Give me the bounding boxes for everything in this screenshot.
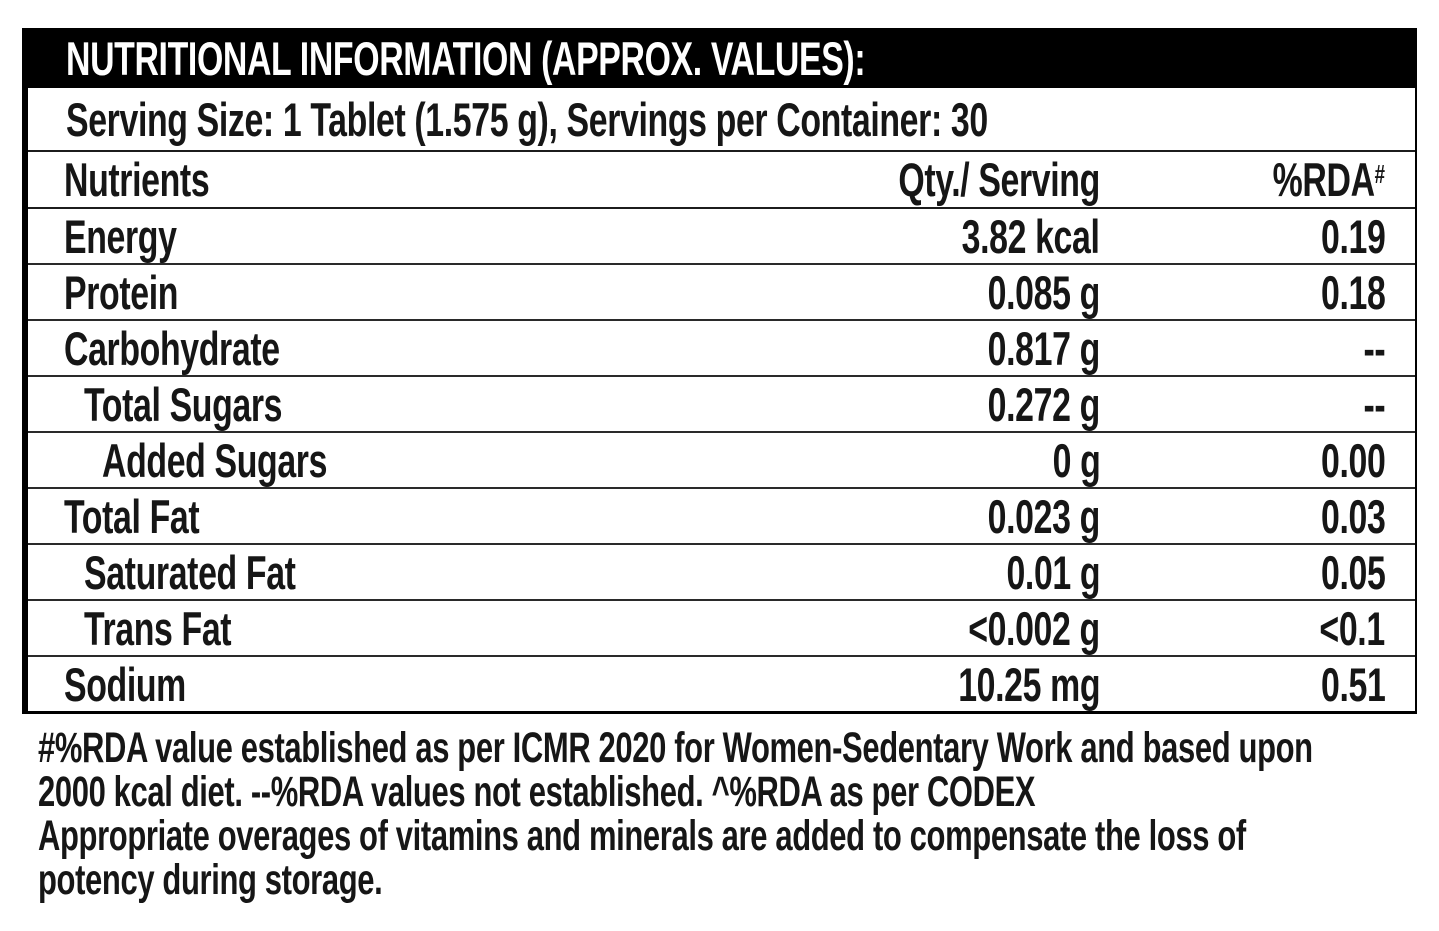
column-header-nutrients-text: Nutrients: [64, 153, 210, 206]
nutrient-rda: [1100, 545, 1415, 600]
nutrient-name: [28, 265, 640, 320]
nutrient-qty: [640, 377, 1100, 432]
nutrient-rda-text: 0.05: [1320, 545, 1385, 599]
nutrient-row-sodium: [28, 657, 1415, 711]
column-header-row: [28, 152, 1415, 209]
nutrient-qty-text: 0.085 g: [987, 265, 1100, 319]
nutrient-row-saturated-fat: [28, 545, 1415, 601]
nutrient-qty-text: 3.82 kcal: [962, 209, 1100, 263]
nutrient-name: [28, 377, 640, 432]
nutrient-rda: [1100, 433, 1415, 488]
nutrient-row-total-sugars: [28, 377, 1415, 433]
nutrient-qty: [640, 657, 1100, 712]
nutrient-qty: [640, 209, 1100, 264]
nutrient-rda-text: 0.51: [1320, 657, 1385, 711]
column-header-qty: [640, 152, 1100, 207]
nutrition-label: [22, 28, 1417, 714]
footnotes-block: [38, 726, 1439, 902]
nutrient-name-text: Total Sugars: [84, 377, 283, 431]
nutrient-qty: [640, 545, 1100, 600]
nutrient-qty-text: 0.01 g: [1006, 545, 1100, 599]
nutrient-name-text: Sodium: [64, 657, 186, 711]
nutrient-row-total-fat: [28, 489, 1415, 545]
nutrient-qty-text: 0 g: [1052, 433, 1100, 487]
nutrient-row-carbohydrate: [28, 321, 1415, 377]
nutrient-name-text: Carbohydrate: [64, 321, 280, 375]
nutrient-rda: [1100, 601, 1415, 656]
nutrient-qty-text: 0.817 g: [987, 321, 1100, 375]
footnote-line: [38, 726, 1439, 770]
nutrient-name: [28, 433, 640, 488]
nutrient-qty: [640, 601, 1100, 656]
footnote-text: 2000 kcal diet. --%RDA values not established. ^%RDA as per CODEX: [38, 768, 1036, 816]
footnote-line: [38, 814, 1439, 858]
column-header-qty-text: Qty./ Serving: [898, 153, 1100, 206]
label-title-band: [28, 28, 1415, 88]
rda-label: %RDA: [1272, 153, 1375, 206]
nutrient-rda-text: 0.18: [1320, 265, 1385, 319]
nutrient-rda-text: 0.00: [1320, 433, 1385, 487]
nutrient-row-protein: [28, 265, 1415, 321]
column-header-rda-text: [1273, 152, 1385, 207]
nutrient-qty: [640, 265, 1100, 320]
nutrient-name: [28, 321, 640, 376]
nutrient-name-text: Saturated Fat: [84, 545, 296, 599]
nutrient-name: [28, 489, 640, 544]
serving-size-text: Serving Size: 1 Tablet (1.575 g), Servings per Container: 30: [66, 92, 988, 146]
label-title: NUTRITIONAL INFORMATION (APPROX. VALUES):: [66, 31, 866, 85]
nutrient-name-text: Total Fat: [64, 489, 200, 543]
nutrient-rda-text: 0.03: [1320, 489, 1385, 543]
nutrient-rda: [1100, 265, 1415, 320]
nutrient-rda: [1100, 377, 1415, 432]
nutrient-row-energy: [28, 209, 1415, 265]
nutrient-qty-text: 0.023 g: [987, 489, 1100, 543]
nutrient-name-text: Energy: [64, 209, 177, 263]
nutrient-name-text: Trans Fat: [84, 601, 232, 655]
nutrient-row-added-sugars: [28, 433, 1415, 489]
nutrient-qty-text: <0.002 g: [968, 601, 1100, 655]
nutrient-name-text: Added Sugars: [102, 433, 328, 487]
nutrient-row-trans-fat: [28, 601, 1415, 657]
nutrient-rda: [1100, 489, 1415, 544]
nutrient-rda: [1100, 657, 1415, 712]
nutrient-qty-text: 10.25 mg: [958, 657, 1100, 711]
serving-size-row: [28, 88, 1415, 152]
nutrient-name: [28, 545, 640, 600]
column-header-rda: [1100, 152, 1415, 207]
nutrient-qty: [640, 489, 1100, 544]
nutrient-rda: [1100, 321, 1415, 376]
nutrient-rda-text: 0.19: [1320, 209, 1385, 263]
rda-superscript: #: [1374, 161, 1385, 190]
nutrient-name: [28, 209, 640, 264]
nutrient-rda-text: --: [1363, 377, 1385, 431]
nutrient-qty: [640, 321, 1100, 376]
nutrient-name-text: Protein: [64, 265, 179, 319]
nutrient-qty: [640, 433, 1100, 488]
nutrient-rda-text: --: [1363, 321, 1385, 375]
footnote-line: [38, 770, 1439, 814]
footnote-text: #%RDA value established as per ICMR 2020 for Women-Sedentary Work and based upon: [38, 724, 1313, 772]
nutrient-qty-text: 0.272 g: [987, 377, 1100, 431]
nutrient-rda-text: <0.1: [1319, 601, 1385, 655]
footnote-text: potency during storage.: [38, 856, 383, 904]
column-header-nutrients: [28, 152, 640, 207]
footnote-text: Appropriate overages of vitamins and minerals are added to compensate the loss of: [38, 812, 1246, 860]
nutrient-name: [28, 657, 640, 712]
footnote-line: [38, 858, 1439, 902]
nutrient-name: [28, 601, 640, 656]
nutrient-rda: [1100, 209, 1415, 264]
